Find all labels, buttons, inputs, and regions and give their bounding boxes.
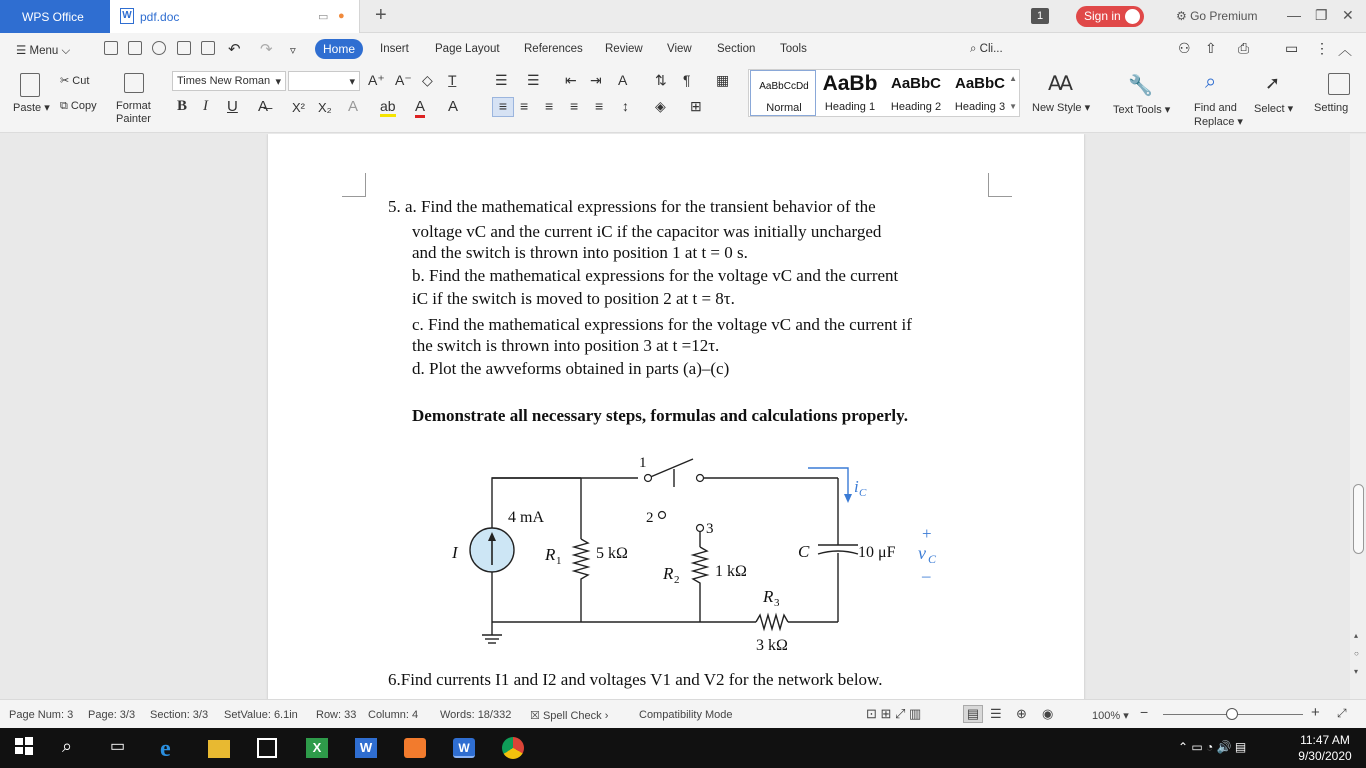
- sign-in-label: Sign in: [1084, 9, 1121, 23]
- chevron-down-icon: ▾: [349, 76, 355, 88]
- search-icon: ⌕: [970, 43, 977, 55]
- align-center-icon[interactable]: ≡: [520, 98, 529, 114]
- r2-value: 1 kΩ: [715, 563, 747, 580]
- style-preview: AaBb: [822, 72, 878, 95]
- scroll-thumb[interactable]: [1353, 484, 1364, 554]
- style-name: Heading 2: [890, 101, 942, 113]
- r2-subscript: 2: [674, 574, 680, 586]
- ic-subscript: C: [859, 487, 867, 499]
- numbering-icon[interactable]: ☰: [527, 72, 540, 88]
- minimize-icon[interactable]: —: [1287, 7, 1301, 23]
- style-heading-2[interactable]: [883, 70, 949, 116]
- resistor-r2-zigzag: [693, 547, 707, 585]
- format-painter-icon[interactable]: [124, 73, 144, 93]
- copy-button[interactable]: [60, 100, 97, 113]
- question-6-line: 6.Find currents I1 and I2 and voltages V1 and V2 for the network below.: [388, 670, 883, 689]
- quick-access-dropdown-icon[interactable]: ▿: [290, 45, 296, 57]
- show-marks-icon[interactable]: ¶: [683, 72, 691, 88]
- document-tab-label: pdf.doc: [140, 10, 180, 24]
- replace-label: Replace: [1194, 116, 1235, 128]
- status-column[interactable]: Column: 4: [368, 709, 419, 721]
- align-left-icon[interactable]: ≡: [492, 97, 514, 117]
- question-5a-line-1: 5. a. Find the mathematical expressions for the transient behavior of the: [388, 197, 876, 216]
- view-mode-icons[interactable]: ⊡ ⊞ ⤢ ▥: [866, 706, 922, 721]
- tab-insert[interactable]: Insert: [380, 43, 409, 55]
- question-5c-line-2: the switch is thrown into position 3 at t =12τ.: [412, 336, 720, 355]
- new-style-label: New Style: [1032, 102, 1082, 114]
- superscript-icon[interactable]: X²: [292, 100, 305, 115]
- strikethrough-icon[interactable]: A̶: [258, 98, 269, 115]
- chevron-down-icon: ▾: [275, 76, 281, 88]
- decrease-indent-icon[interactable]: ⇤: [565, 72, 577, 88]
- find-replace-label-2: Replace ▾: [1194, 116, 1243, 128]
- distribute-icon[interactable]: ≡: [595, 98, 604, 114]
- format-painter-label-2: Painter: [116, 113, 151, 125]
- go-premium-label: Go Premium: [1190, 9, 1258, 23]
- menu-label: Menu: [29, 45, 59, 57]
- capacitor-label: C: [798, 542, 810, 561]
- document-tab[interactable]: [110, 0, 360, 33]
- comment-icon[interactable]: ▭: [1285, 40, 1299, 56]
- instructions-line: Demonstrate all necessary steps, formulas and calculations properly.: [412, 406, 908, 425]
- question-5b-line-2: iC if the switch is moved to position 2 at t = 8τ.: [412, 289, 735, 308]
- sign-in-button[interactable]: [1076, 6, 1144, 27]
- styles-more-icon[interactable]: ▼: [1009, 102, 1017, 111]
- copy-label: Copy: [70, 100, 97, 112]
- compatibility-mode-label: Compatibility Mode: [639, 709, 733, 721]
- vc-label: v: [918, 543, 926, 563]
- spell-check-button[interactable]: ☒ Spell Check ›: [530, 710, 609, 722]
- bold-button[interactable]: B: [177, 98, 188, 114]
- phonetic-icon[interactable]: T̲: [448, 72, 457, 88]
- tab-review[interactable]: Review: [605, 43, 643, 55]
- r3-value: 3 kΩ: [756, 637, 788, 654]
- select-cursor-icon[interactable]: ➚: [1265, 73, 1281, 93]
- ribbon-toolbar: [0, 65, 1366, 133]
- cut-label: Cut: [72, 75, 90, 87]
- r2-label: R: [663, 564, 674, 583]
- switch-contact-common: [697, 475, 704, 482]
- style-heading-3[interactable]: [947, 70, 1013, 116]
- system-tray-icons[interactable]: ⌃ ▭ ◔ 🔊 ▤: [1178, 740, 1247, 754]
- wps-office-tab[interactable]: [0, 0, 110, 33]
- restore-icon[interactable]: ❐: [1315, 7, 1328, 23]
- command-search-placeholder: Cli...: [979, 43, 1003, 55]
- question-5d-line: d. Plot the awveforms obtained in parts (a)–(c): [412, 359, 730, 378]
- wps-office-taskbar-icon[interactable]: W: [453, 738, 475, 758]
- status-bar: [0, 699, 1366, 728]
- settings-button[interactable]: Setting: [1314, 102, 1349, 114]
- style-name: Heading 3: [954, 101, 1006, 113]
- switch-contact-3: [697, 525, 704, 532]
- new-tab-button[interactable]: +: [375, 4, 387, 26]
- paste-label: Paste: [13, 102, 42, 114]
- tab-view[interactable]: View: [667, 43, 692, 55]
- title-bar: [0, 0, 1366, 33]
- search-icon[interactable]: ⌕: [62, 736, 73, 756]
- zoom-level-value: 100%: [1092, 710, 1121, 722]
- undo-icon[interactable]: ↶: [228, 41, 241, 58]
- switch-contact-2: [659, 512, 666, 519]
- font-name-value: Times New Roman: [177, 75, 271, 87]
- resistor-r3-zigzag: [756, 615, 788, 629]
- word-doc-icon: W: [120, 8, 134, 24]
- zoom-level-select[interactable]: 100% ▾: [1092, 710, 1129, 722]
- rc-circuit-diagram: [438, 447, 958, 659]
- collapse-ribbon-icon[interactable]: ︿: [1338, 42, 1352, 58]
- spreadsheets-icon[interactable]: X: [306, 738, 328, 758]
- clock-time: 11:47 AM: [1300, 733, 1350, 747]
- spell-check-icon: ☒: [530, 710, 540, 722]
- margin-corner-left: [342, 173, 366, 197]
- web-view-icon[interactable]: ⊕: [1016, 706, 1027, 721]
- paste-icon[interactable]: [20, 73, 40, 97]
- styles-scroll-up-icon[interactable]: ▲: [1009, 74, 1017, 83]
- menu-button[interactable]: ☰ Menu ⌵: [16, 45, 71, 57]
- text-tools-icon[interactable]: 🔧: [1128, 75, 1153, 97]
- grow-font-icon[interactable]: A⁺: [368, 72, 385, 88]
- style-name: Normal: [766, 102, 802, 114]
- source-label: I: [452, 543, 458, 562]
- settings-icon[interactable]: [1328, 73, 1350, 95]
- open-icon[interactable]: [104, 41, 118, 55]
- command-search[interactable]: [970, 43, 1003, 56]
- chrome-icon[interactable]: [502, 737, 524, 759]
- r3-label: R: [763, 587, 774, 606]
- table-icon[interactable]: ▦: [716, 72, 730, 88]
- eye-protection-icon[interactable]: ◉: [1042, 706, 1054, 721]
- new-style-icon[interactable]: Ꜳ: [1048, 73, 1073, 95]
- line-spacing-icon[interactable]: ↕: [622, 98, 629, 114]
- ic-label: i: [854, 477, 859, 496]
- vc-subscript: C: [928, 552, 937, 566]
- borders-icon[interactable]: ⊞: [690, 98, 702, 114]
- vc-plus-sign: +: [922, 524, 932, 543]
- r3-subscript: 3: [774, 597, 780, 609]
- screen-icon[interactable]: ▭: [318, 11, 329, 23]
- document-canvas: [0, 134, 1366, 699]
- print-share-icon[interactable]: ⎙: [1238, 40, 1250, 56]
- capacitor-value: 10 μF: [858, 544, 896, 561]
- status-word-count[interactable]: Words: 18/332: [440, 709, 512, 721]
- tab-references[interactable]: References: [524, 43, 583, 55]
- question-5c-line-1: c. Find the mathematical expressions for the voltage vC and the current if: [412, 315, 912, 334]
- scissors-icon: ✂: [60, 75, 70, 87]
- style-heading-1[interactable]: [817, 70, 883, 116]
- r1-label: R: [545, 545, 556, 564]
- chinese-layout-icon[interactable]: A: [618, 72, 628, 88]
- status-section[interactable]: Section: 3/3: [150, 709, 209, 721]
- ic-arrowhead: [844, 494, 852, 503]
- switch-contact-1: [645, 475, 652, 482]
- select-browse-icon[interactable]: ○: [1354, 649, 1359, 658]
- menu-bar: [0, 33, 1366, 65]
- find-replace-icon[interactable]: ⌕: [1205, 71, 1217, 93]
- increase-indent-icon[interactable]: ⇥: [590, 72, 602, 88]
- ground-icon: [482, 635, 502, 643]
- outline-view-icon[interactable]: ☰: [990, 706, 1002, 721]
- clear-format-icon[interactable]: ◇: [422, 72, 433, 88]
- sort-icon[interactable]: ⇅: [655, 72, 667, 88]
- text-effect-icon[interactable]: A: [348, 98, 359, 115]
- clock-date: 9/30/2020: [1298, 749, 1352, 763]
- xampp-icon[interactable]: [404, 738, 426, 758]
- styles-gallery: [748, 69, 1020, 117]
- shading-icon[interactable]: ◈: [655, 98, 666, 114]
- spell-check-label: Spell Check: [542, 710, 602, 722]
- format-painter-button[interactable]: Format: [116, 100, 151, 112]
- save-icon[interactable]: [128, 41, 142, 55]
- style-preview: AaBbC: [890, 75, 941, 92]
- status-setvalue[interactable]: SetValue: 6.1in: [224, 709, 298, 721]
- resistor-r1-zigzag: [574, 539, 588, 583]
- style-normal[interactable]: [750, 70, 816, 116]
- go-premium-button[interactable]: ⚙ Go Premium: [1176, 9, 1258, 23]
- zoom-in-icon[interactable]: +: [1311, 704, 1320, 721]
- switch-position-2: 2: [646, 510, 654, 526]
- close-icon[interactable]: ✕: [1342, 7, 1354, 23]
- unsaved-dot-icon: ●: [338, 10, 345, 22]
- underline-button[interactable]: U: [227, 98, 238, 115]
- window-count-badge: 1: [1031, 8, 1049, 24]
- ic-direction-arrow: [808, 468, 848, 497]
- tab-section[interactable]: Section: [717, 43, 756, 55]
- style-preview: AaBbC: [954, 75, 1005, 92]
- r1-value: 5 kΩ: [596, 545, 628, 562]
- select-label: Select: [1254, 103, 1285, 115]
- share-icon[interactable]: ⇧: [1205, 40, 1217, 56]
- tab-home[interactable]: Home: [315, 39, 363, 59]
- avatar-icon: [1125, 9, 1140, 24]
- prev-page-icon[interactable]: ▴: [1354, 631, 1359, 640]
- switch-position-3: 3: [706, 521, 714, 537]
- justify-icon[interactable]: ≡: [570, 98, 579, 114]
- windows-start-icon[interactable]: [14, 736, 38, 760]
- tab-page-layout[interactable]: Page Layout: [435, 43, 500, 55]
- margin-corner-right: [988, 173, 1012, 197]
- question-5b-line-1: b. Find the mathematical expressions for the voltage vC and the current: [412, 266, 899, 285]
- cut-button[interactable]: [60, 74, 89, 87]
- select-button[interactable]: Select ▾: [1254, 103, 1294, 115]
- vc-minus-sign: –: [922, 566, 931, 585]
- char-shading-icon[interactable]: A: [448, 98, 459, 115]
- zoom-out-icon[interactable]: −: [1140, 704, 1149, 720]
- task-view-icon[interactable]: ▭: [110, 738, 126, 755]
- text-tools-button[interactable]: Text Tools ▾: [1113, 104, 1171, 116]
- windows-taskbar: [0, 728, 1366, 768]
- font-color-icon[interactable]: A: [415, 98, 425, 118]
- writer-icon[interactable]: W: [355, 738, 377, 758]
- italic-button[interactable]: I: [203, 98, 208, 114]
- switch-position-1: 1: [639, 455, 647, 471]
- tab-tools[interactable]: Tools: [780, 43, 807, 55]
- clock[interactable]: [1290, 732, 1360, 764]
- paste-button[interactable]: Paste ▾: [13, 102, 50, 114]
- zoom-slider-handle[interactable]: [1226, 708, 1238, 720]
- source-value-label: 4 mA: [508, 509, 544, 526]
- copy-icon: ⧉: [60, 100, 68, 112]
- more-icon[interactable]: ⋮: [1315, 40, 1329, 56]
- align-right-icon[interactable]: ≡: [545, 98, 554, 114]
- collaborate-icon[interactable]: ⚇: [1178, 40, 1191, 56]
- vertical-scrollbar[interactable]: [1350, 134, 1366, 699]
- font-size-select[interactable]: [288, 71, 360, 91]
- print-icon[interactable]: [177, 41, 191, 55]
- subscript-icon[interactable]: X₂: [318, 100, 332, 115]
- highlight-icon[interactable]: ab: [380, 98, 396, 117]
- style-preview: AaBbCcDd: [759, 81, 809, 92]
- next-page-icon[interactable]: ▾: [1354, 667, 1359, 676]
- question-5a-line-2: voltage vC and the current iC if the capacitor was initially uncharged: [412, 222, 882, 241]
- status-page-num[interactable]: Page Num: 3: [9, 709, 74, 721]
- find-replace-button[interactable]: Find and: [1194, 102, 1237, 114]
- question-5a-line-3: and the switch is thrown into position 1 at t = 0 s.: [412, 243, 748, 262]
- document-page[interactable]: [268, 134, 1084, 699]
- redo-icon[interactable]: ↷: [260, 41, 273, 58]
- r1-subscript: 1: [556, 555, 562, 567]
- status-page[interactable]: Page: 3/3: [88, 709, 136, 721]
- new-style-button[interactable]: New Style ▾: [1032, 102, 1091, 114]
- status-row[interactable]: Row: 33: [316, 709, 357, 721]
- shrink-font-icon[interactable]: A⁻: [395, 72, 412, 88]
- app-tab-label: WPS Office: [22, 10, 84, 24]
- fit-window-icon[interactable]: ⤢: [1337, 706, 1347, 720]
- style-name: Heading 1: [824, 101, 876, 113]
- file-explorer-icon[interactable]: [208, 740, 230, 758]
- export-pdf-icon[interactable]: [152, 41, 166, 55]
- font-name-select[interactable]: [172, 71, 286, 91]
- edge-icon[interactable]: e: [160, 736, 171, 762]
- store-icon[interactable]: [257, 738, 277, 758]
- print-preview-icon[interactable]: [201, 41, 215, 55]
- page-view-icon[interactable]: ▤: [963, 705, 983, 723]
- text-tools-label: Text Tools: [1113, 104, 1162, 116]
- bullets-icon[interactable]: ☰: [495, 72, 508, 88]
